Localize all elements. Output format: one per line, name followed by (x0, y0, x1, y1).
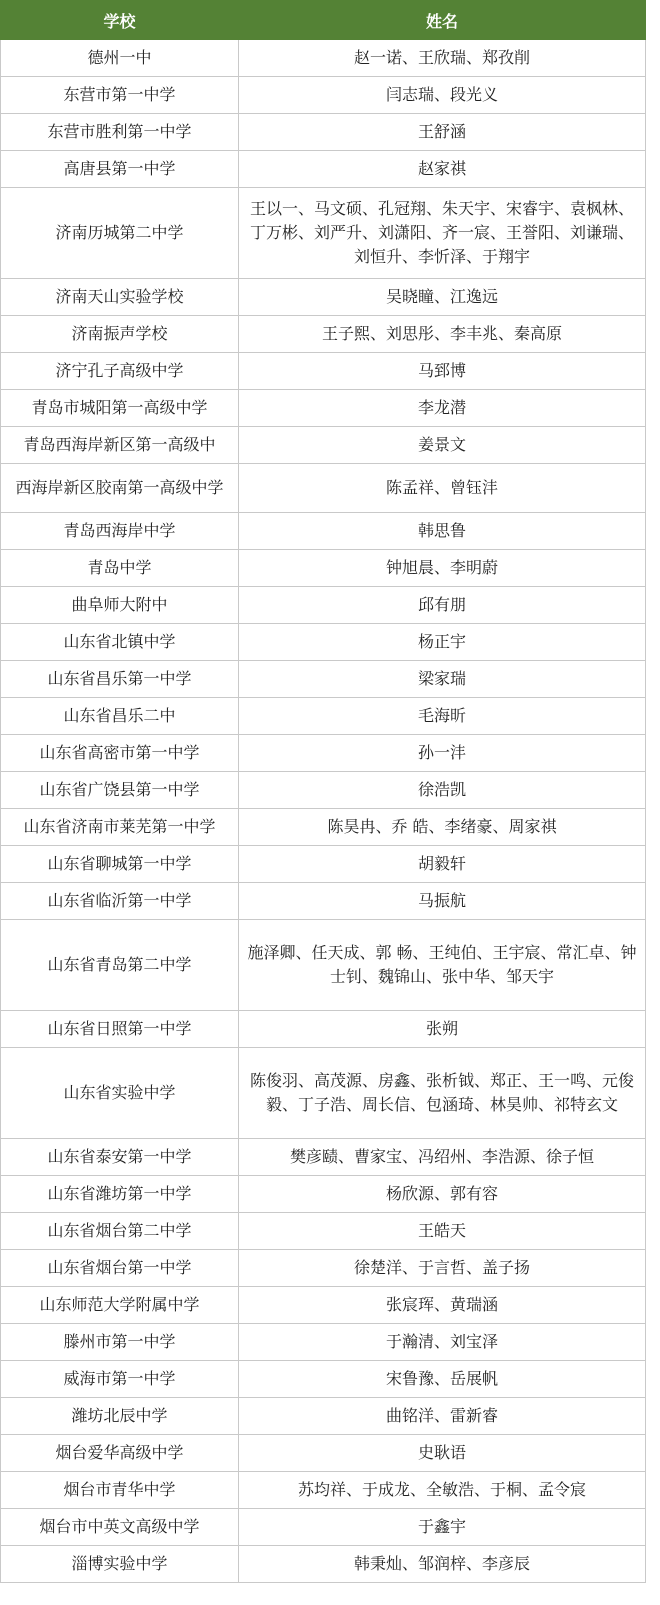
names-cell: 闫志瑞、段光义 (239, 77, 646, 114)
table-row (1, 1176, 646, 1213)
table-row (1, 188, 646, 279)
school-cell: 曲阜师大附中 (1, 587, 239, 624)
names-cell: 王舒涵 (239, 114, 646, 151)
school-cell: 山东省实验中学 (1, 1048, 239, 1139)
table-row (1, 883, 646, 920)
table-row (1, 1546, 646, 1583)
school-cell: 济南振声学校 (1, 316, 239, 353)
names-cell: 韩思鲁 (239, 513, 646, 550)
table-row (1, 809, 646, 846)
header-names: 姓名 (239, 1, 646, 40)
table-row (1, 661, 646, 698)
school-cell: 烟台市中英文高级中学 (1, 1509, 239, 1546)
school-cell: 济宁孔子高级中学 (1, 353, 239, 390)
names-cell: 宋鲁豫、岳展帆 (239, 1361, 646, 1398)
names-cell: 于瀚清、刘宝泽 (239, 1324, 646, 1361)
names-cell: 马郅博 (239, 353, 646, 390)
names-cell: 陈昊冉、乔 皓、李绪豪、周家祺 (239, 809, 646, 846)
school-cell: 山东省昌乐二中 (1, 698, 239, 735)
table-row (1, 1361, 646, 1398)
school-cell: 烟台爱华高级中学 (1, 1435, 239, 1472)
names-cell: 王皓天 (239, 1213, 646, 1250)
names-cell: 于鑫宇 (239, 1509, 646, 1546)
table-row (1, 353, 646, 390)
header-school: 学校 (1, 1, 239, 40)
school-cell: 山东省临沂第一中学 (1, 883, 239, 920)
school-cell: 山东省潍坊第一中学 (1, 1176, 239, 1213)
school-cell: 山东省广饶县第一中学 (1, 772, 239, 809)
table-row (1, 1250, 646, 1287)
names-cell: 梁家瑞 (239, 661, 646, 698)
table-row (1, 513, 646, 550)
names-cell: 徐楚洋、于言哲、盖子扬 (239, 1250, 646, 1287)
names-cell: 张宸珲、黄瑞涵 (239, 1287, 646, 1324)
names-cell: 毛海昕 (239, 698, 646, 735)
names-cell: 张朔 (239, 1011, 646, 1048)
school-cell: 烟台市青华中学 (1, 1472, 239, 1509)
names-cell: 樊彦赜、曹家宝、冯绍州、李浩源、徐子恒 (239, 1139, 646, 1176)
school-cell: 德州一中 (1, 40, 239, 77)
school-cell: 山东省高密市第一中学 (1, 735, 239, 772)
table-row (1, 587, 646, 624)
school-cell: 高唐县第一中学 (1, 151, 239, 188)
school-cell: 青岛市城阳第一高级中学 (1, 390, 239, 427)
table-row (1, 151, 646, 188)
table-row (1, 1139, 646, 1176)
table-row (1, 316, 646, 353)
table-row (1, 920, 646, 1011)
names-cell: 曲铭洋、雷新睿 (239, 1398, 646, 1435)
school-cell: 山东省济南市莱芜第一中学 (1, 809, 239, 846)
school-cell: 滕州市第一中学 (1, 1324, 239, 1361)
names-cell: 施泽卿、任天成、郭 畅、王纯伯、王宇宸、常汇卓、钟士钊、魏锦山、张中华、邹天宇 (239, 920, 646, 1011)
table-row (1, 772, 646, 809)
table-row (1, 1435, 646, 1472)
names-cell: 杨正宇 (239, 624, 646, 661)
school-cell: 东营市胜利第一中学 (1, 114, 239, 151)
school-cell: 山东省青岛第二中学 (1, 920, 239, 1011)
school-cell: 山东省烟台第二中学 (1, 1213, 239, 1250)
names-cell: 李龙潜 (239, 390, 646, 427)
names-cell: 姜景文 (239, 427, 646, 464)
school-cell: 山东省聊城第一中学 (1, 846, 239, 883)
table-body (1, 40, 646, 1583)
school-cell: 山东省北镇中学 (1, 624, 239, 661)
table-row (1, 624, 646, 661)
table-row (1, 390, 646, 427)
table-row (1, 1287, 646, 1324)
names-cell: 赵家祺 (239, 151, 646, 188)
names-cell: 陈孟祥、曾钰沣 (239, 464, 646, 513)
school-cell: 西海岸新区胶南第一高级中学 (1, 464, 239, 513)
names-cell: 邱有朋 (239, 587, 646, 624)
table-row (1, 40, 646, 77)
table-row (1, 279, 646, 316)
school-cell: 东营市第一中学 (1, 77, 239, 114)
school-cell: 威海市第一中学 (1, 1361, 239, 1398)
table-row (1, 698, 646, 735)
school-cell: 济南历城第二中学 (1, 188, 239, 279)
table-row (1, 427, 646, 464)
school-cell: 山东省烟台第一中学 (1, 1250, 239, 1287)
table-row (1, 464, 646, 513)
names-cell: 徐浩凯 (239, 772, 646, 809)
school-cell: 青岛西海岸中学 (1, 513, 239, 550)
names-cell: 吴晓瞳、江逸远 (239, 279, 646, 316)
names-cell: 王子熙、刘思彤、李丰兆、秦高原 (239, 316, 646, 353)
school-cell: 青岛中学 (1, 550, 239, 587)
school-cell: 山东省泰安第一中学 (1, 1139, 239, 1176)
table-row (1, 1398, 646, 1435)
names-cell: 韩秉灿、邹润梓、李彦辰 (239, 1546, 646, 1583)
names-cell: 马振航 (239, 883, 646, 920)
table-row (1, 77, 646, 114)
school-cell: 潍坊北辰中学 (1, 1398, 239, 1435)
school-cell: 山东师范大学附属中学 (1, 1287, 239, 1324)
school-cell: 淄博实验中学 (1, 1546, 239, 1583)
school-cell: 山东省日照第一中学 (1, 1011, 239, 1048)
names-cell: 史耿语 (239, 1435, 646, 1472)
names-cell: 王以一、马文硕、孔冠翔、朱天宇、宋睿宇、袁枫林、丁万彬、刘严升、刘潇阳、齐一宸、王誉阳、刘谦瑞、刘恒升、李忻泽、于翔宇 (239, 188, 646, 279)
table-row (1, 1011, 646, 1048)
table-header-row (1, 1, 646, 40)
table-row (1, 1472, 646, 1509)
school-cell: 青岛西海岸新区第一高级中 (1, 427, 239, 464)
table-row (1, 1213, 646, 1250)
names-cell: 胡毅轩 (239, 846, 646, 883)
table-row (1, 550, 646, 587)
names-cell: 苏均祥、于成龙、全敏浩、于桐、孟令宸 (239, 1472, 646, 1509)
table-row (1, 1509, 646, 1546)
names-cell: 杨欣源、郭有容 (239, 1176, 646, 1213)
names-cell: 钟旭晨、李明蔚 (239, 550, 646, 587)
table-row (1, 114, 646, 151)
school-cell: 山东省昌乐第一中学 (1, 661, 239, 698)
names-cell: 赵一诺、王欣瑞、郑孜削 (239, 40, 646, 77)
table-row (1, 735, 646, 772)
table-row (1, 1324, 646, 1361)
table-row (1, 846, 646, 883)
table-row (1, 1048, 646, 1139)
names-cell: 陈俊羽、高茂源、房鑫、张析钺、郑正、王一鸣、元俊毅、丁子浩、周长信、包涵琦、林昊帅、祁特玄文 (239, 1048, 646, 1139)
school-cell: 济南天山实验学校 (1, 279, 239, 316)
names-cell: 孙一沣 (239, 735, 646, 772)
